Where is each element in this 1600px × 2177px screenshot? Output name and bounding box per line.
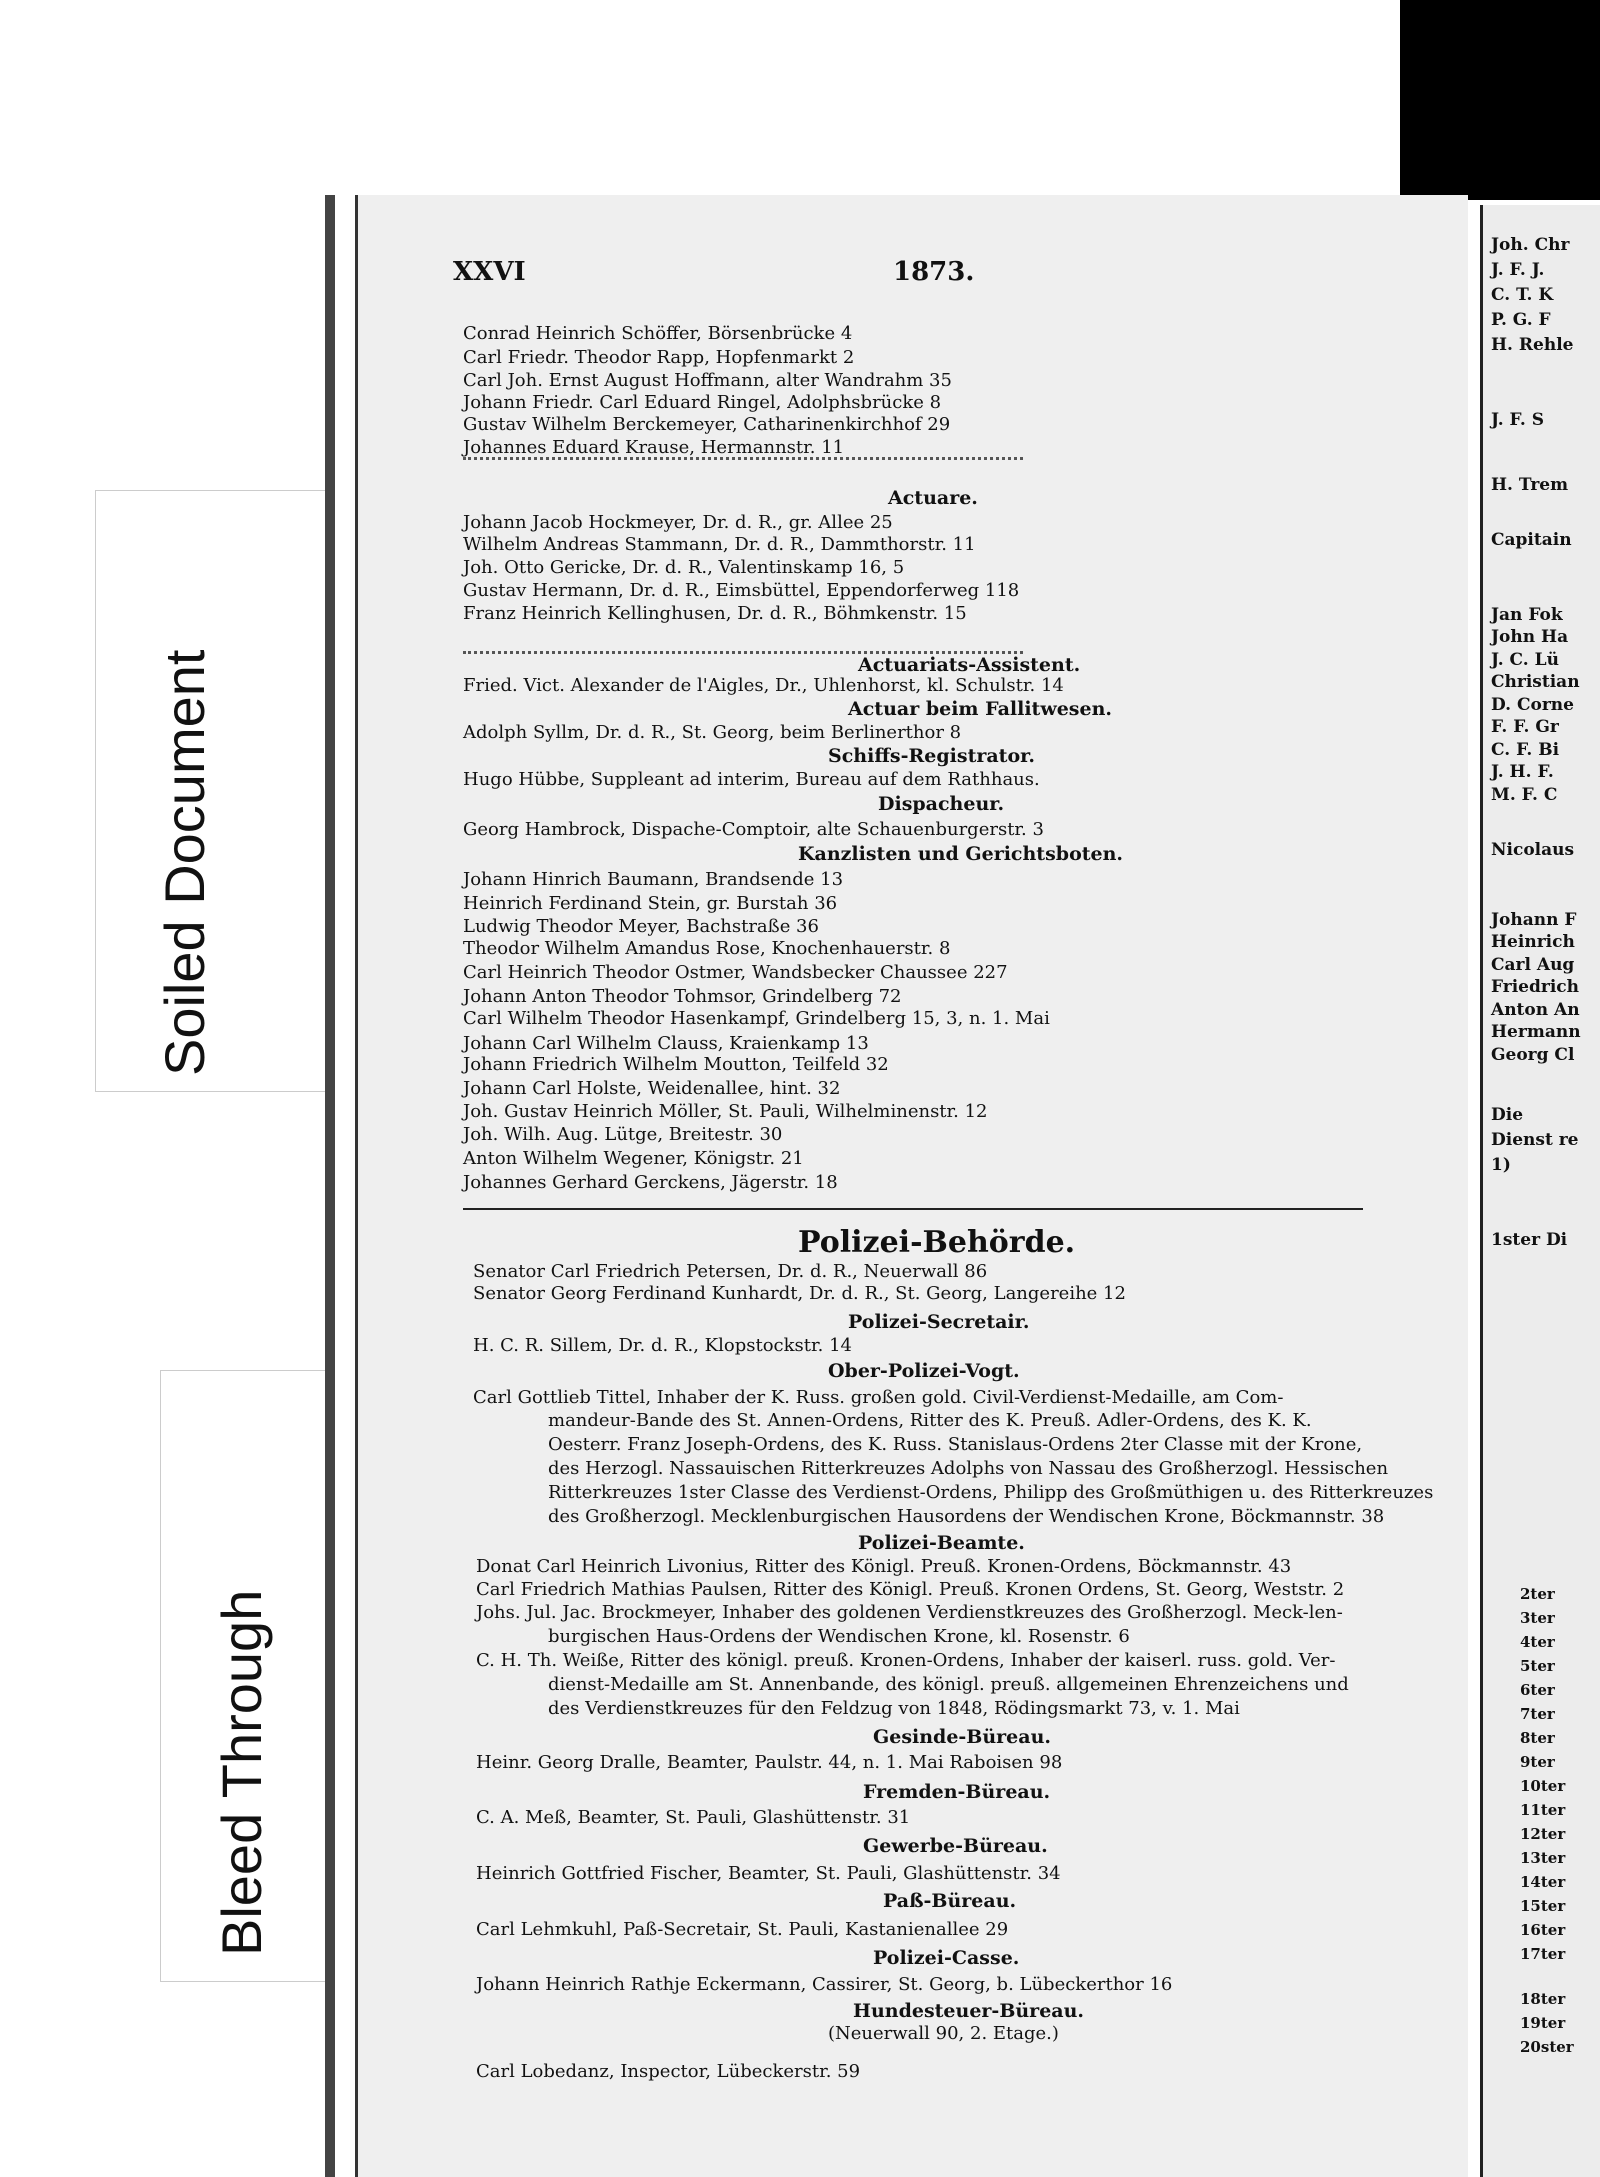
fragment-text: Nicolaus [1491,840,1575,860]
entry-line: Joh. Gustav Heinrich Möller, St. Pauli, Wilhelminenstr. 12 [463,1101,988,1122]
entry-line: Gustav Hermann, Dr. d. R., Eimsbüttel, Eppendorferweg 118 [463,580,1020,601]
entry-line: Carl Wilhelm Theodor Hasenkampf, Grindelberg 15, 3, n. 1. Mai [463,1008,1050,1029]
fragment-text: J. C. Lü [1491,650,1559,670]
section-heading: Polizei-Beamte. [858,1532,1025,1554]
entry-line: Heinrich Gottfried Fischer, Beamter, St. Pauli, Glashüttenstr. 34 [476,1863,1061,1884]
entry-line: Johannes Gerhard Gerckens, Jägerstr. 18 [463,1172,838,1193]
fragment-text: 1) [1491,1155,1511,1175]
section-heading: Kanzlisten und Gerichtsboten. [798,843,1124,865]
entry-line: Senator Georg Ferdinand Kunhardt, Dr. d. R., St. Georg, Langereihe 12 [473,1283,1126,1304]
entry-line: C. A. Meß, Beamter, St. Pauli, Glashüttenstr. 31 [476,1807,911,1828]
entry-line: Franz Heinrich Kellinghusen, Dr. d. R., Böhmkenstr. 15 [463,603,967,624]
rank-label: 3ter [1520,1609,1555,1627]
fragment-text: Joh. Chr [1491,235,1570,255]
entry-line: Donat Carl Heinrich Livonius, Ritter des Königl. Preuß. Kronen-Ordens, Böckmannstr. 43 [476,1556,1292,1577]
page-edge-shadow [325,195,335,2177]
section-heading: Actuariats-Assistent. [858,654,1081,676]
page-content [358,195,1468,2177]
section-rule [463,1208,1363,1210]
entry-line: des Verdienstkreuzes für den Feldzug von 1848, Rödingsmarkt 73, v. 1. Mai [548,1698,1240,1719]
fragment-text: P. G. F [1491,310,1551,330]
entry-line: Johs. Jul. Jac. Brockmeyer, Inhaber des goldenen Verdienstkreuzes des Großherzogl. Meck-len- [476,1602,1343,1623]
fragment-text: 1ster Di [1491,1230,1568,1250]
fragment-text: F. F. Gr [1491,717,1559,737]
entry-line: Carl Lobedanz, Inspector, Lübeckerstr. 59 [476,2061,861,2082]
section-heading: Polizei-Casse. [873,1947,1020,1969]
entry-line: des Herzogl. Nassauischen Ritterkreuzes Adolphs von Nassau des Großherzogl. Hessischen [548,1458,1389,1479]
rank-label: 20ster [1520,2038,1574,2056]
fragment-text: Anton An [1491,1000,1580,1020]
bleed-through-label [160,1370,327,1982]
soiled-document-label [95,490,327,1092]
page-year: 1873. [893,257,975,287]
section-heading: Schiffs-Registrator. [828,745,1036,767]
fragment-text: Hermann [1491,1022,1581,1042]
fragment-text: Dienst re [1491,1130,1579,1150]
entry-line: mandeur-Bande des St. Annen-Ordens, Ritter des K. Preuß. Adler-Ordens, des K. K. [548,1410,1312,1431]
fragment-text: Johann F [1491,910,1577,930]
entry-line: Ludwig Theodor Meyer, Bachstraße 36 [463,916,819,937]
entry-line: H. C. R. Sillem, Dr. d. R., Klopstockstr. 14 [473,1335,852,1356]
rank-label: 7ter [1520,1705,1555,1723]
rank-label: 8ter [1520,1729,1555,1747]
entry-line: Anton Wilhelm Wegener, Königstr. 21 [463,1148,804,1169]
entry-line: Theodor Wilhelm Amandus Rose, Knochenhauerstr. 8 [463,938,951,959]
rank-label: 10ter [1520,1777,1566,1795]
entry-line: Carl Joh. Ernst August Hoffmann, alter Wandrahm 35 [463,370,952,391]
entry-line: Adolph Syllm, Dr. d. R., St. Georg, beim Berlinerthor 8 [463,722,962,743]
rank-label: 17ter [1520,1945,1566,1963]
rank-label: 11ter [1520,1801,1566,1819]
dotted-separator [463,457,1023,460]
section-heading: Gesinde-Büreau. [873,1726,1052,1748]
fragment-text: Georg Cl [1491,1045,1575,1065]
entry-line: des Großherzogl. Mecklenburgischen Hausordens der Wendischen Krone, Böckmannstr. 38 [548,1506,1385,1527]
entry-line: Wilhelm Andreas Stammann, Dr. d. R., Dammthorstr. 11 [463,534,976,555]
entry-line: Joh. Otto Gericke, Dr. d. R., Valentinskamp 16, 5 [463,557,905,578]
rank-label: 18ter [1520,1990,1566,2008]
rank-label: 12ter [1520,1825,1566,1843]
fragment-text: J. H. F. [1491,762,1554,782]
entry-line: Gustav Wilhelm Berckemeyer, Catharinenkirchhof 29 [463,414,951,435]
entry-line: C. H. Th. Weiße, Ritter des königl. preuß. Kronen-Ordens, Inhaber der kaiserl. russ. gold. Ver- [476,1650,1336,1671]
entry-line: Johann Friedr. Carl Eduard Ringel, Adolphsbrücke 8 [463,392,942,413]
fragment-text: C. F. Bi [1491,740,1560,760]
rank-label: 19ter [1520,2014,1566,2032]
entry-line: Carl Friedrich Mathias Paulsen, Ritter des Königl. Preuß. Kronen Ordens, St. Georg, Weststr. 2 [476,1579,1345,1600]
entry-line: Joh. Wilh. Aug. Lütge, Breitestr. 30 [463,1124,783,1145]
section-heading: Paß-Büreau. [883,1890,1017,1912]
fragment-text: Carl Aug [1491,955,1575,975]
entry-line: (Neuerwall 90, 2. Etage.) [828,2023,1059,2044]
fragment-text: J. F. J. [1491,260,1545,280]
rank-label: 16ter [1520,1921,1566,1939]
dotted-separator [463,651,1023,654]
rank-label: 13ter [1520,1849,1566,1867]
entry-line: Senator Carl Friedrich Petersen, Dr. d. R., Neuerwall 86 [473,1261,988,1282]
fragment-text: Heinrich [1491,932,1575,952]
fragment-text: H. Trem [1491,475,1569,495]
entry-line: Carl Lehmkuhl, Paß-Secretair, St. Pauli, Kastanienallee 29 [476,1919,1009,1940]
section-heading: Polizei-Behörde. [798,1225,1076,1260]
entry-line: Heinr. Georg Dralle, Beamter, Paulstr. 44, n. 1. Mai Raboisen 98 [476,1752,1063,1773]
fragment-text: D. Corne [1491,695,1574,715]
rank-label: 6ter [1520,1681,1555,1699]
fragment-text: Die [1491,1105,1524,1125]
entry-line: Conrad Heinrich Schöffer, Börsenbrücke 4 [463,323,853,344]
section-heading: Polizei-Secretair. [848,1311,1030,1333]
fragment-text: Jan Fok [1491,605,1563,625]
section-heading: Actuar beim Fallitwesen. [848,698,1112,720]
entry-line: Oesterr. Franz Joseph-Ordens, des K. Russ. Stanislaus-Ordens 2ter Classe mit der Krone, [548,1434,1363,1455]
entry-line: Johann Jacob Hockmeyer, Dr. d. R., gr. Allee 25 [463,512,893,533]
rank-label: 4ter [1520,1633,1555,1651]
rank-label: 14ter [1520,1873,1566,1891]
fragment-text: Capitain [1491,530,1572,550]
entry-line: Johann Carl Wilhelm Clauss, Kraienkamp 13 [463,1033,869,1054]
section-heading: Ober-Polizei-Vogt. [828,1360,1020,1382]
entry-line: Johann Hinrich Baumann, Brandsende 13 [463,869,844,890]
fragment-text: J. F. S [1491,410,1545,430]
fragment-text: C. T. K [1491,285,1554,305]
section-heading: Fremden-Büreau. [863,1781,1051,1803]
entry-line: Hugo Hübbe, Suppleant ad interim, Bureau auf dem Rathhaus. [463,769,1040,790]
entry-line: Johann Heinrich Rathje Eckermann, Cassirer, St. Georg, b. Lübeckerthor 16 [476,1974,1173,1995]
entry-line: burgischen Haus-Ordens der Wendischen Krone, kl. Rosenstr. 6 [548,1626,1130,1647]
section-heading: Dispacheur. [878,793,1005,815]
fragment-text: H. Rehle [1491,335,1574,355]
entry-line: Carl Heinrich Theodor Ostmer, Wandsbecker Chaussee 227 [463,962,1008,983]
bleed-through-text: Bleed Through [210,1589,273,1956]
entry-line: Johann Friedrich Wilhelm Moutton, Teilfeld 32 [463,1054,889,1075]
entry-line: Fried. Vict. Alexander de l'Aigles, Dr., Uhlenhorst, kl. Schulstr. 14 [463,675,1064,696]
document-page [355,195,1468,2177]
fragment-text: M. F. C [1491,785,1558,805]
soiled-document-text: Soiled Document [153,649,216,1076]
entry-line: Carl Gottlieb Tittel, Inhaber der K. Russ. großen gold. Civil-Verdienst-Medaille, am Com- [473,1387,1284,1408]
entry-line: Carl Friedr. Theodor Rapp, Hopfenmarkt 2 [463,347,855,368]
rank-label: 15ter [1520,1897,1566,1915]
entry-line: Johann Anton Theodor Tohmsor, Grindelberg 72 [463,986,902,1007]
entry-line: Georg Hambrock, Dispache-Comptoir, alte Schauenburgerstr. 3 [463,819,1044,840]
entry-line: Johann Carl Holste, Weidenallee, hint. 32 [463,1078,841,1099]
fragment-text: Christian [1491,672,1580,692]
section-heading: Actuare. [888,487,978,509]
scan-border-top-right [1400,0,1600,200]
section-heading: Gewerbe-Büreau. [863,1835,1048,1857]
entry-line: Heinrich Ferdinand Stein, gr. Burstah 36 [463,893,838,914]
rank-label: 9ter [1520,1753,1555,1771]
fragment-text: Friedrich [1491,977,1580,997]
rank-label: 2ter [1520,1585,1555,1603]
page-number: XXVI [453,257,526,287]
entry-line: Johannes Eduard Krause, Hermannstr. 11 [463,437,845,458]
rank-label: 5ter [1520,1657,1555,1675]
section-heading: Hundesteuer-Büreau. [853,2000,1085,2022]
entry-line: dienst-Medaille am St. Annenbande, des königl. preuß. allgemeinen Ehrenzeichens und [548,1674,1349,1695]
fragment-text: John Ha [1491,627,1569,647]
entry-line: Ritterkreuzes 1ster Classe des Verdienst-Ordens, Philipp des Großmüthigen u. des Ritterkreuzes [548,1482,1434,1503]
